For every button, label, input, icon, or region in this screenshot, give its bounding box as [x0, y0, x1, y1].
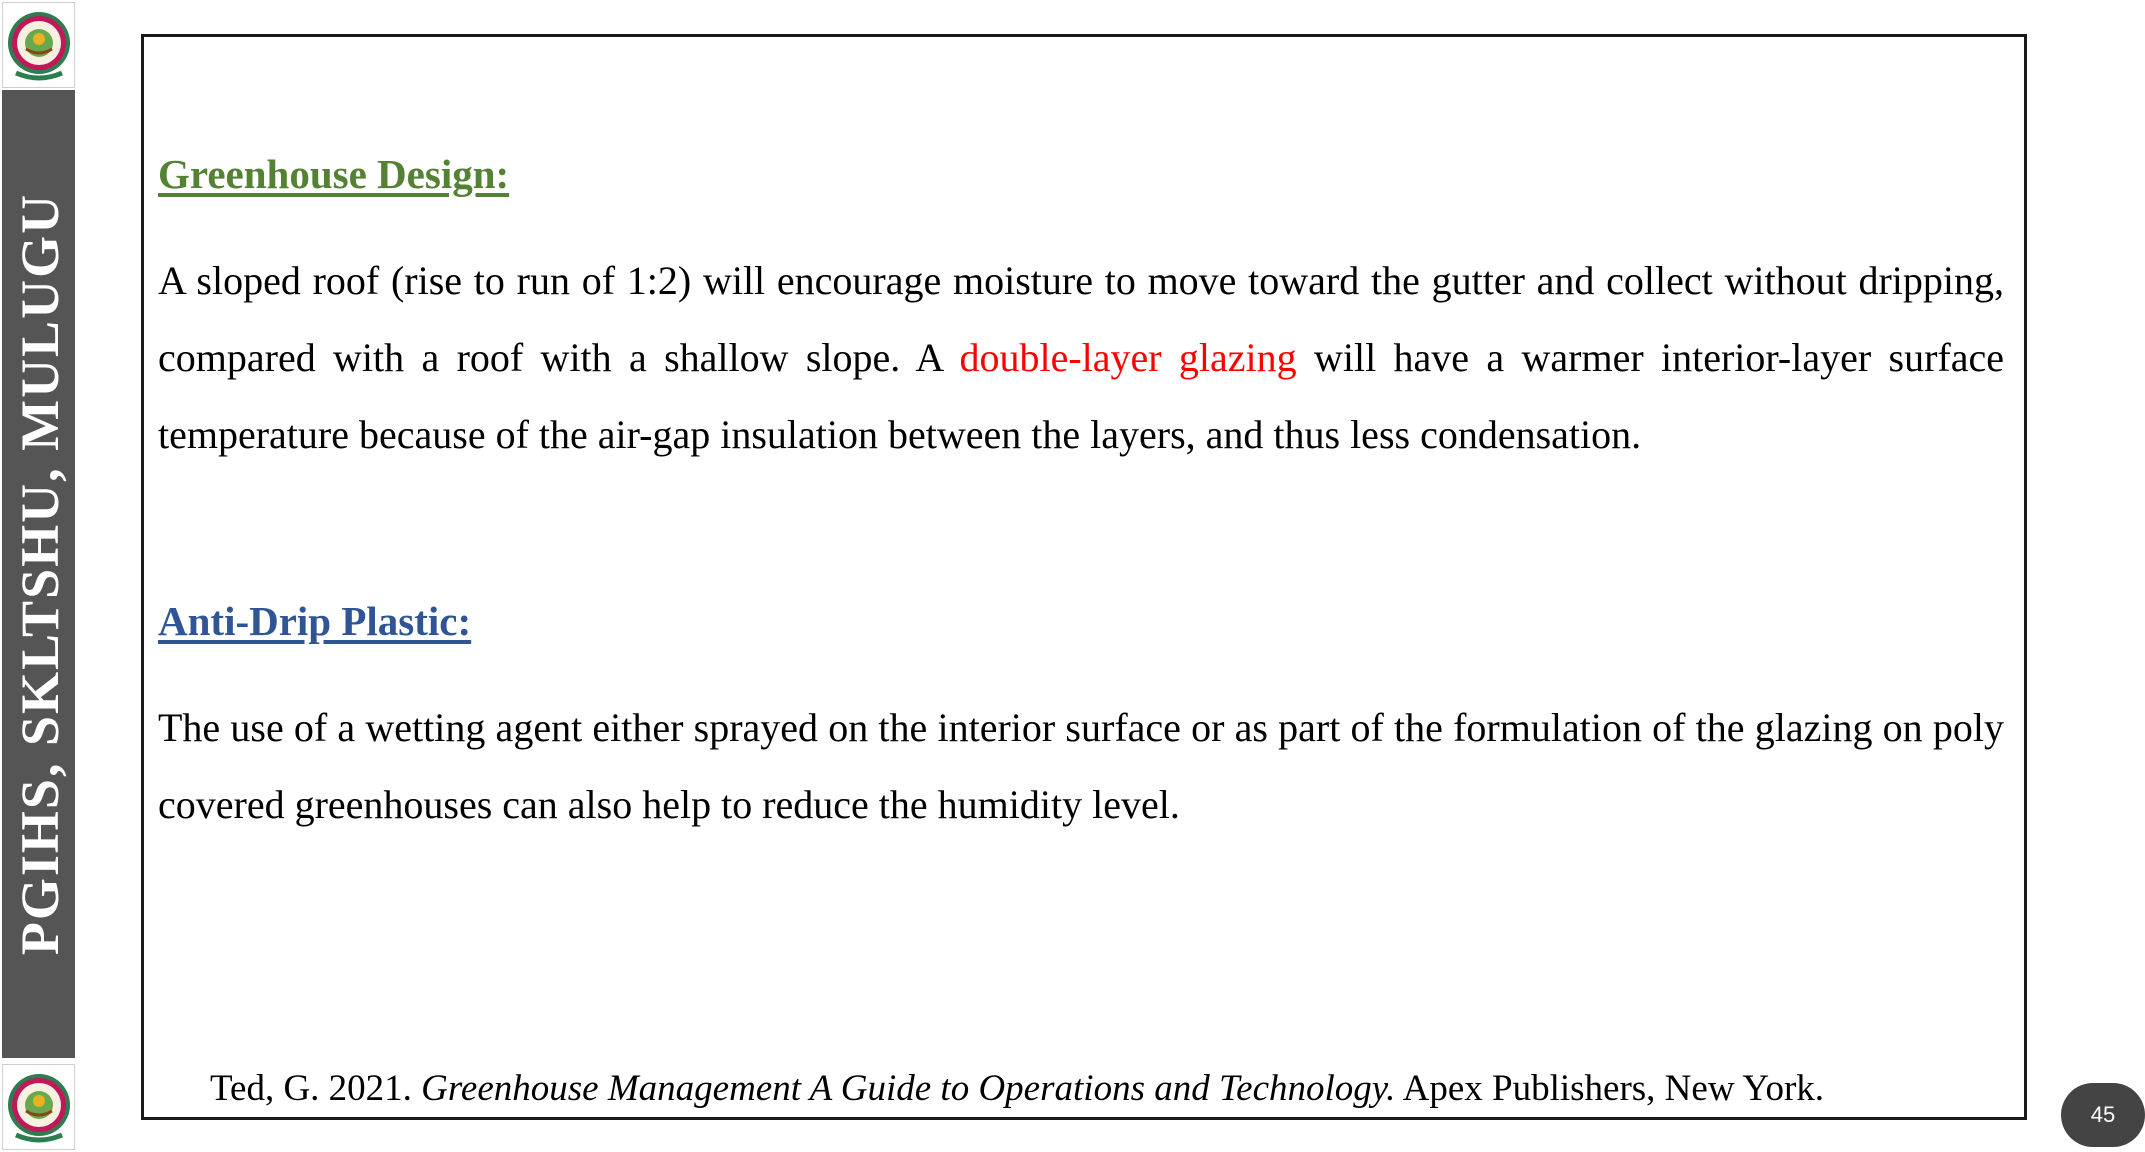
- paragraph-greenhouse-design: [158, 242, 2004, 473]
- paragraph-anti-drip-plastic: The use of a wetting agent either sprayed on the interior surface or as part of the formulation of the glazing on poly covered greenhouses can also help to reduce the humidity level.: [158, 705, 2004, 827]
- slide-content-frame: [141, 34, 2116, 1127]
- university-logo-top: [2, 2, 75, 88]
- page-number-badge: 45: [2061, 1083, 2145, 1147]
- university-logo-bottom: [2, 1064, 75, 1150]
- university-emblem-icon: [6, 1071, 72, 1145]
- paragraph-text-part2: will have a warmer interior-layer surface temperature because of the air-gap insulation between the layers, and thus less condensation.: [158, 335, 2004, 457]
- reference-citation: [210, 1067, 1824, 1110]
- university-emblem-icon: [6, 9, 72, 83]
- reference-title: Greenhouse Management A Guide to Operations and Technology.: [421, 1068, 1396, 1109]
- heading-greenhouse-design: Greenhouse Design:: [158, 151, 510, 197]
- reference-prefix: Ted, G. 2021.: [210, 1068, 422, 1109]
- highlight-double-layer-glazing: double-layer glazing: [959, 335, 1297, 380]
- institution-name: PGIHS, SKLTSHU, MULUGU: [10, 192, 70, 956]
- reference-suffix: Apex Publishers, New York.: [1395, 1068, 1825, 1109]
- paragraph-text-part1: A sloped roof (rise to run of 1:2) will encourage moisture to move toward the gutter and collect without dripping, compared with a roof with a shallow slope. A: [158, 258, 2004, 380]
- heading-anti-drip-plastic: Anti-Drip Plastic:: [158, 598, 472, 644]
- sidebar: [0, 0, 79, 1152]
